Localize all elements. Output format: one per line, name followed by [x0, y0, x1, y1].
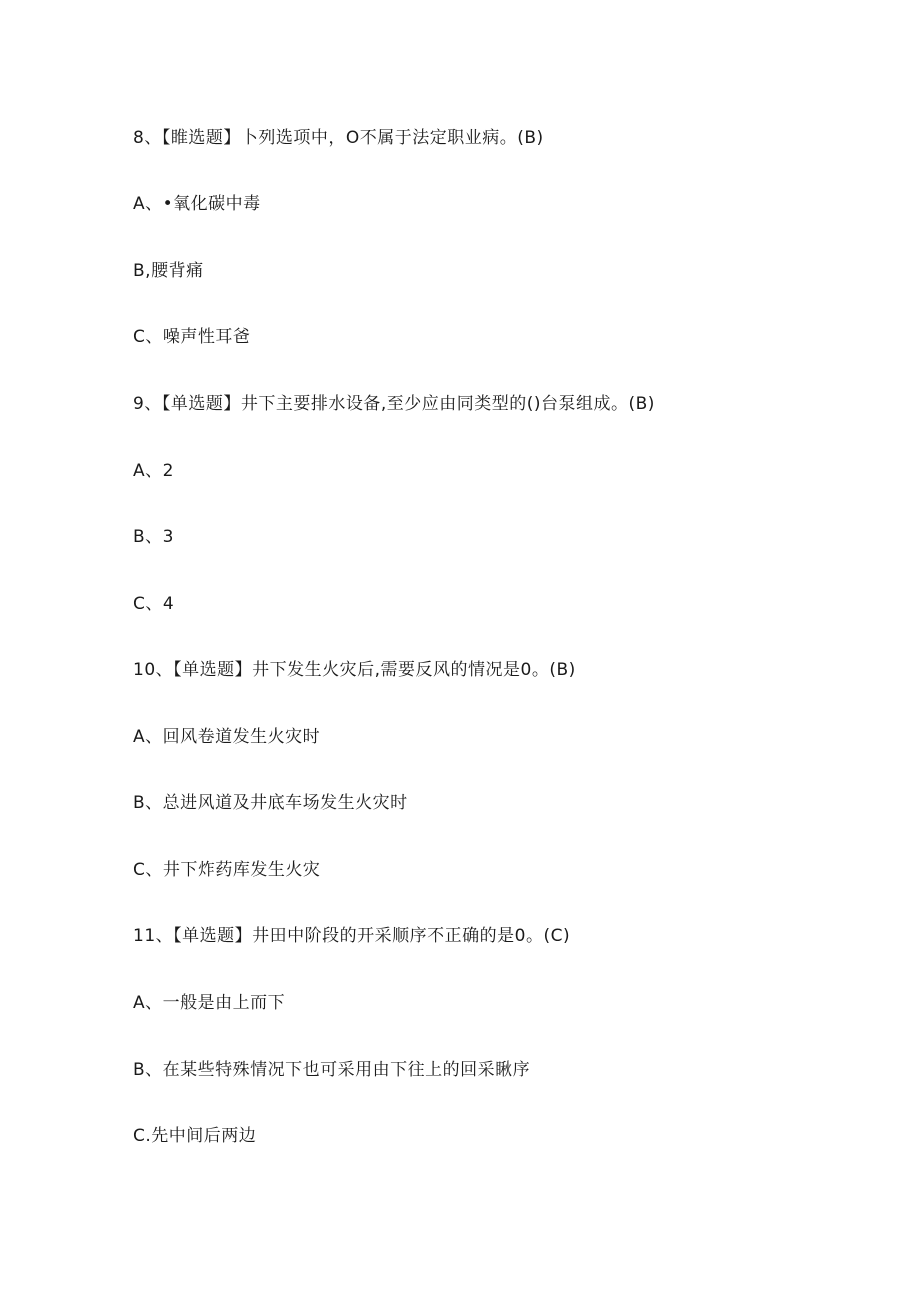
question-11-option-a: A、一般是由上而下: [133, 993, 286, 1013]
question-10-option-b: B、总进风道及井底车场发生火灾时: [133, 793, 408, 813]
question-9-option-b: B、3: [133, 527, 174, 547]
question-9-stem: 9、【单选题】井下主要排水设备,至少应由同类型的()台泵组成。(B): [133, 394, 655, 414]
question-10-option-c: C、井下炸药库发生火灾: [133, 860, 321, 880]
question-10-stem: 10、【单选题】井下发生火灾后,需要反风的情况是0。(B): [133, 660, 576, 680]
question-8-option-c: C、噪声性耳爸: [133, 327, 251, 347]
question-9-option-c: C、4: [133, 594, 175, 614]
question-11-option-b: B、在某些特殊情况下也可采用由下往上的回采瞅序: [133, 1060, 531, 1080]
question-8-option-b: B,腰背痛: [133, 261, 204, 281]
question-8-stem: 8、【睢选题】卜列选项中，O不属于法定职业病。(B): [133, 128, 544, 148]
question-10-option-a: A、回风卷道发生火灾时: [133, 727, 321, 747]
question-11-option-c: C.先中间后两边: [133, 1126, 257, 1146]
question-9-option-a: A、2: [133, 461, 174, 481]
question-11-stem: 11、【单选题】井田中阶段的开采顺序不正确的是0。(C): [133, 926, 571, 946]
question-8-option-a: A、•氧化碳中毒: [133, 194, 261, 214]
